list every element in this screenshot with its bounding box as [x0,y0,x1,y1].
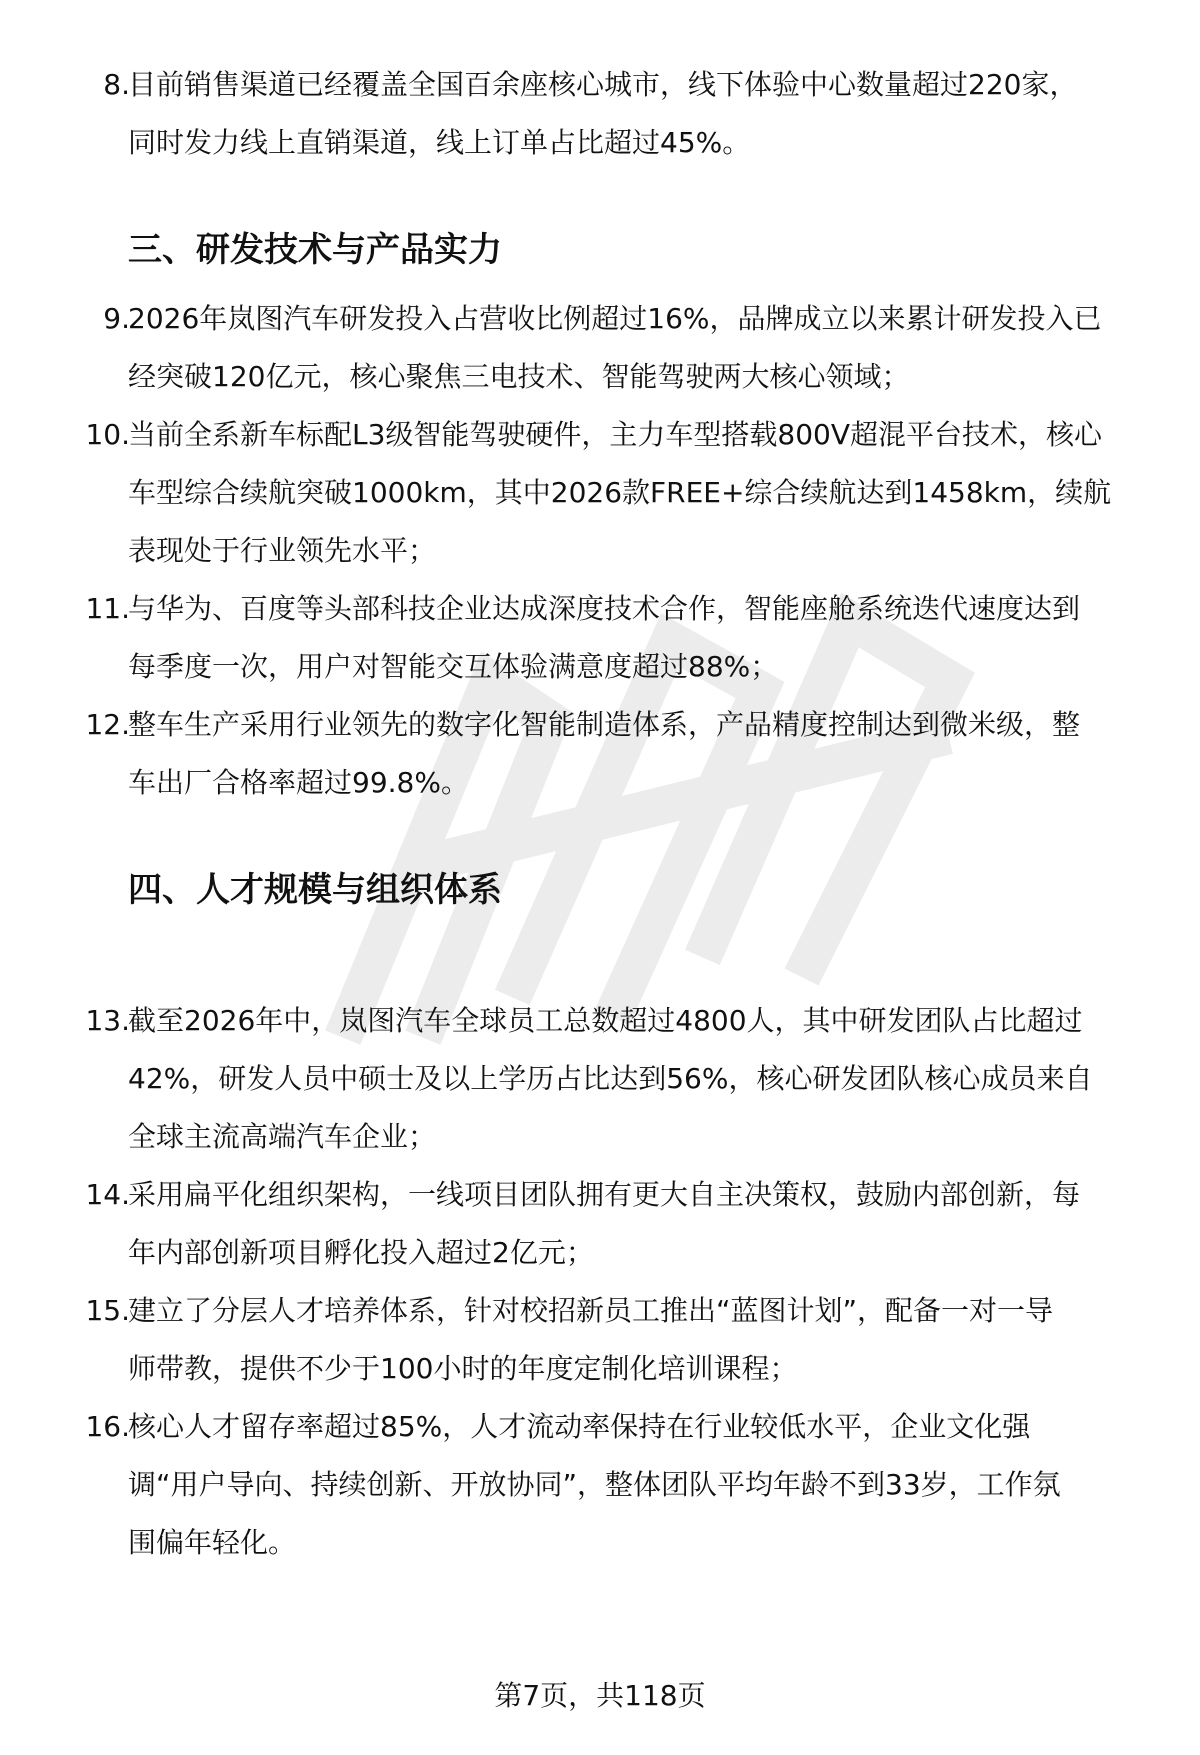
list-item-number: 14. [85,1178,130,1211]
list-item-number: 8. [103,68,130,101]
list-item-text: 核心人才留存率超过85%，人才流动率保持在行业较低水平，企业文化强 调“用户导向、持续创新、开放协同”，整体团队平均年龄不到33岁，工作氛 围偏年轻化。 [128,1410,1061,1559]
list-item-text: 与华为、百度等头部科技企业达成深度技术合作，智能座舱系统迭代速度达到 每季度一次，用户对智能交互体验满意度超过88%； [128,592,1081,683]
list-item-number: 15. [85,1294,130,1327]
list-item-text: 目前销售渠道已经覆盖全国百余座核心城市，线下体验中心数量超过220家， 同时发力线上直销渠道，线上订单占比超过45%。 [128,68,1078,159]
list-item-number: 16. [85,1410,130,1443]
page-number-footer: 第7页，共118页 [494,1679,706,1712]
list-item-number: 11. [85,592,130,625]
list-item-number: 10. [85,418,130,451]
section-heading-rd: 三、研发技术与产品实力 [128,230,502,270]
list-item-number: 13. [85,1004,130,1037]
list-item-text: 截至2026年中，岚图汽车全球员工总数超过4800人，其中研发团队占比超过 42%，研发人员中硕士及以上学历占比达到56%，核心研发团队核心成员来自 全球主流高端汽车企业； [128,1004,1093,1153]
list-item-text: 建立了分层人才培养体系，针对校招新员工推出“蓝图计划”，配备一对一导 师带教，提供不少于100小时的年度定制化培训课程； [128,1294,1054,1385]
section-heading-talent: 四、人才规模与组织体系 [128,870,502,910]
list-item-number: 9. [103,302,130,335]
list-item-text: 当前全系新车标配L3级智能驾驶硬件，主力车型搭载800V超混平台技术，核心 车型综合续航突破1000km，其中2026款FREE+综合续航达到1458km，续航 表现处于行业领先水平； [128,418,1112,567]
list-item-text: 2026年岚图汽车研发投入占营收比例超过16%，品牌成立以来累计研发投入已 经突破120亿元，核心聚焦三电技术、智能驾驶两大核心领域； [128,302,1102,393]
list-item-text: 整车生产采用行业领先的数字化智能制造体系，产品精度控制达到微米级，整 车出厂合格率超过99.8%。 [128,708,1081,799]
list-item-number: 12. [85,708,130,741]
list-item-text: 采用扁平化组织架构，一线项目团队拥有更大自主决策权，鼓励内部创新，每 年内部创新项目孵化投入超过2亿元； [128,1178,1081,1269]
